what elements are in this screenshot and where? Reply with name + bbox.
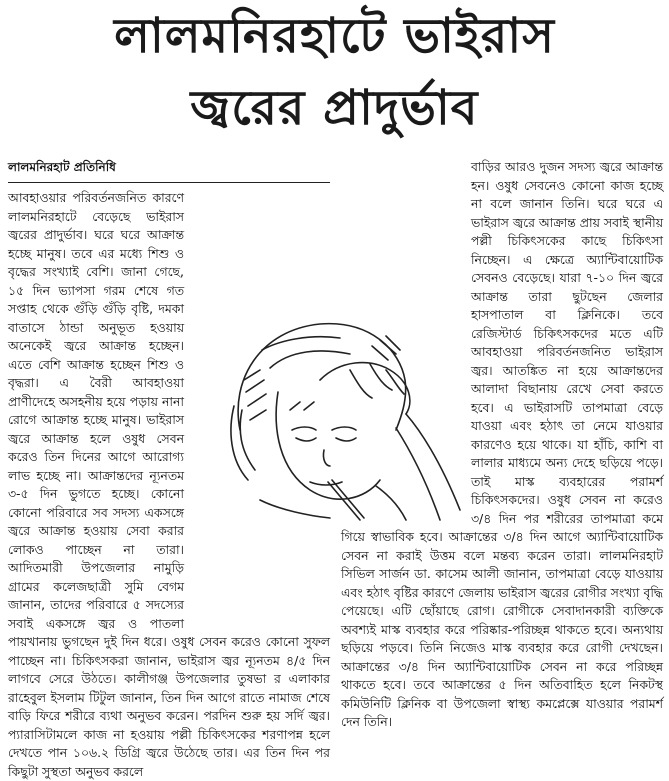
headline-line-2: জ্বরের প্রাদুর্ভাব xyxy=(190,80,479,136)
left-column-text: আবহাওয়ার পরিবর্তনজনিত কারণে লালমনিরহাটে বেড়েছে ভাইরাস জ্বরের প্রাদুর্ভাব। ঘরে ঘরে আক্রান্ত হচ্ছে মানুষ। তবে এর মধ্যে শিশু ও বৃদ্ধের সংখ্যাই বেশি। জানা গেছে, ১৫ দিন ভ্যাপসা গরম শেষে গত সপ্তাহ থেকে গুঁড়ি গুঁড়ি বৃষ্টি, দমকা বাতাসে ঠান্ডা অনুভূত হওয়ায় অনেকেই জ্বরে আক্রান্ত হচ্ছেন। এতে বেশি আক্রান্ত হচ্ছেন শিশু ও বৃদ্ধরা। এ বৈরী আবহাওয়া প্রাণীদেহে অসহনীয় হয়ে পড়ায় নানা রোগে আক্রান্ত হচ্ছে মানুষ। ভাইরাস জ্বরে আক্রান্ত হলে ওষুধ সেবন করেও তিন দিনের আগে আরোগ্য লাভ হচ্ছে না। আক্রান্তদের ন্যূনতম ৩-৫ দিন ভুগতে হচ্ছে। কোনো কোনো পরিবারে সব সদস্য একসঙ্গে জ্বরে আক্রান্ত হওয়ায় সেবা করার লোকও পাচ্ছেন না তারা। আদিতমারী উপজেলার নামুড়ি গ্রামের কলেজছাত্রী সুমি বেগম জানান, তাদের পরিবারে ৫ সদস্যের সবাই একসঙ্গে জ্বর ও পাতলা পায়খানায় ভুগছেন দুই দিন ধরে। ওষুধ সেবন করেও কোনো সুফল পাচ্ছেন না। চিকিৎসকরা জানান, ভাইরাস জ্বর ন্যূনতম ৪/৫ দিন লাগবে সেরে উঠতে। কালীগঞ্জ উপজেলার তুষভা র এলাকার রাহেবুল ইসলাম টিটুল জানান, তিন দিন আগে রাতে নামাজ শেষে বাড়ি ফিরে শরীরে ব্যথা অনুভব করেন। পরদিন শুরু হয় সর্দি জ্বর। প্যারাসিটামলে কাজ না হওয়ায় পল্লী চিকিৎসকের শরণাপন্ন হলে দেখতে পান ১০৬.২ ডিগ্রি জ্বরে উঠেছে তার। এর তিন দিন পর কিছুটা সুস্থতা অনুভব করলে xyxy=(8,190,330,779)
byline-rule xyxy=(8,182,330,183)
sick-child-illustration xyxy=(200,310,470,522)
byline: লালমনিরহাট প্রতিনিধি xyxy=(8,160,116,174)
sick-child-drawing xyxy=(200,310,470,522)
right-column-text: বাড়ির আরও দুজন সদস্য জ্বরে আক্রান্ত হন। ওষুধ সেবনেও কোনো কাজ হচ্ছে না বলে জানান তিনি। ঘরে ঘরে এ ভাইরাস জ্বরে আক্রান্ত প্রায় সবাই স্থানীয় পল্লী চিকিৎসকের কাছে চিকিৎসা নিচ্ছেন। এ ক্ষেত্রে অ্যান্টিবায়োটিক সেবনও বেড়েছে। যারা ৭-১০ দিন জ্বরে আক্রান্ত তারা ছুটছেন জেলার হাসপাতাল বা ক্লিনিকে। তবে রেজিস্টার্ড চিকিৎসকদের মতে এটি আবহাওয়া পরিবর্তনজনিত ভাইরাস জ্বর। আতঙ্কিত না হয়ে আক্রান্তদের আলাদা বিছানায় রেখে সেবা করতে হবে। এ ভাইরাসটি তাপমাত্রা বেড়ে যাওয়া এবং হঠাৎ তা নেমে যাওয়ার কারণেও হয়ে থাকে। যা হাঁচি, কাশি বা লালার মাধ্যমে অন্য দেহে ছড়িয়ে পড়ে। তাই মাস্ক ব্যবহারের পরামর্শ চিকিৎসকদের। ওষুধ সেবন না করেও ৩/৪ দিন পর শরীরের তাপমাত্রা কমে গিয়ে স্বাভাবিক হবে। আক্রান্তের ৩/৪ দিন আগে অ্যান্টিবায়োটিক সেবন না করাই উত্তম বলে মন্তব্য করেন তারা। লালমনিরহাট সিভিল সার্জন ডা. কাসেম আলী জানান, তাপমাত্রা বেড়ে যাওয়ায় এবং হঠাৎ বৃষ্টির কারণে জেলায় ভাইরাস জ্বরের রোগীর সংখ্যা বৃদ্ধি পেয়েছে। এটি ছোঁয়াছে রোগ। রোগীকে সেবাদানকারী ব্যক্তিকে অবশ্যই মাস্ক ব্যবহার করে পরিষ্কার-পরিচ্ছন্ন থাকতে হবে। অন্যথায় ছড়িয়ে পড়বে। তিনি নিজেও মাস্ক ব্যবহার করে রোগী দেখছেন। আক্রান্তের ৩/৪ দিন অ্যান্টিবায়োটিক সেবন না করে পরিচ্ছন্ন থাকতে হবে। তবে আক্রান্তের ৫ দিন অতিবাহিত হলে নিকটস্থ কমিউনিটি ক্লিনিক বা উপজেলা স্বাস্থ্য কমপ্লেক্সে যাওয়ার পরামর্শ দেন তিনি। xyxy=(341,159,663,729)
headline-line-1: লালমনিরহাটে ভাইরাস xyxy=(114,8,555,64)
headline xyxy=(0,0,669,152)
